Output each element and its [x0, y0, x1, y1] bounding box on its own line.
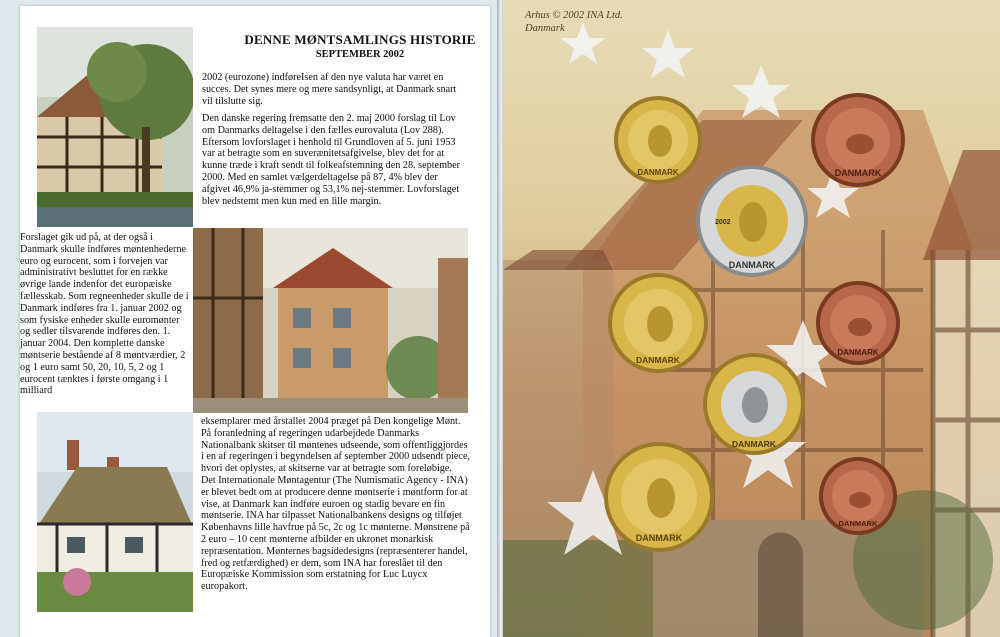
coin-50-cent — [613, 95, 703, 185]
caption — [525, 9, 623, 35]
coin-legend: DANMARK — [837, 348, 879, 357]
coin-legend: DANMARK — [834, 168, 882, 178]
coin-20-cent — [607, 272, 709, 374]
coin-1-euro — [702, 352, 806, 456]
photo-thatched-cottage — [37, 412, 193, 612]
photo-old-town-street — [193, 228, 468, 413]
coin-legend: DANMARK — [637, 168, 679, 177]
history-paragraph-3: Forslaget gik ud på, at der også i Danmark skulle indføres møntenhederne euro og eurocent, som i forvejen var administrativt besluttet for en række øvrige lande indenfor det europæiske fællesskab. Som regneenheder skulle de i Danmark indføres fra 1. januar 2002 og som fysiske enheder skulle euromønter og sedler tilsvarende indføres den. 1. januar 2004. Den komplette danske møntserie bestående af 8 møntværdier, 2 og 1 euro samt 50, 20, 10, 5, 2 og 1 eurocent tænktes i første omgang i 1 milliard — [20, 232, 189, 397]
coin-10-cent — [603, 441, 715, 553]
caption-country: Danmark — [525, 23, 565, 34]
left-page-sheet — [20, 6, 490, 637]
coin-legend: DANMARK — [636, 355, 680, 365]
photo-half-timbered-house — [37, 27, 193, 227]
history-paragraph-4: eksemplarer med årstallet 2004 præget på Den kongelige Mønt. På foranledning af regeringen udarbejdede Danmarks Nationalbank skitser til møntenes udseende, som offentliggjordes i en af regeringen i begyndelsen af september 2000 udsendt piece, hvori det oplystes, at skitserne var at betragte som foreløbige. Det Internationale Møntagentur (The Numismatic Agency - INA) er blevet bedt om at producere denne møntserie i møntform for at vise, at Danmark kan indføre euroen og stadig bevare en fin møntserie. INA har tilpasset Nationalbankens designs og tilføjet Københavns lille havfrue på 5c, 2c og 1c mønterne. Mønstrene på 2 euro – 10 cent mønterne afbilder en ukronet monarkisk repræsentation. Mønternes bagsidedesigns (repræsenterer handel, fred og retfærdighed) er dem, som INA har foreslået til den Europæiske Kommission som erstatning for Luc Luycx europakort. — [201, 416, 471, 593]
history-paragraph-2: Den danske regering fremsatte den 2. maj 2000 forslag til Lov om Danmarks deltagelse i den fælles eurovaluta (Lov 288). Eftersom lovforslaget i henhold til Grundloven af 5. juni 1953 var at betragte som en suverænitetsafgivelse, blev det for at kunne træde i kraft sendt til folkeafstemning den 28. september 2000. Med en samlet vælgerdeltagelse på 87, 4% blev der afgivet 46,9% ja-stemmer og 53,1% nej-stemmer. Lovforslaget blev nedstemt men kun med en lille margin. — [202, 113, 461, 207]
coin-1-cent — [818, 456, 898, 536]
coin-year: 2002 — [715, 219, 731, 226]
coin-legend: DANMARK — [728, 260, 776, 270]
aarhus-background-illustration — [503, 0, 1000, 637]
coin-5-cent — [810, 92, 906, 188]
coin-legend: DANMARK — [838, 519, 878, 528]
coin-2-euro — [695, 164, 809, 278]
coin-legend: DANMARK — [732, 439, 776, 449]
coin-2-cent — [815, 280, 901, 366]
page-subtitle: SEPTEMBER 2002 — [315, 49, 405, 60]
coin-legend: DANMARK — [635, 533, 683, 543]
history-paragraph-1: 2002 (eurozone) indføreIsen af den nye valuta har været en succes. Det synes mere og mere sandsynligt, at Danmark snart vil tilslutte sig. — [202, 72, 457, 107]
caption-copyright: Arhus © 2002 INA Ltd. — [525, 10, 623, 21]
right-page — [503, 0, 1000, 637]
page-title: DENNE MØNTSAMLINGS HISTORIE — [244, 32, 476, 47]
